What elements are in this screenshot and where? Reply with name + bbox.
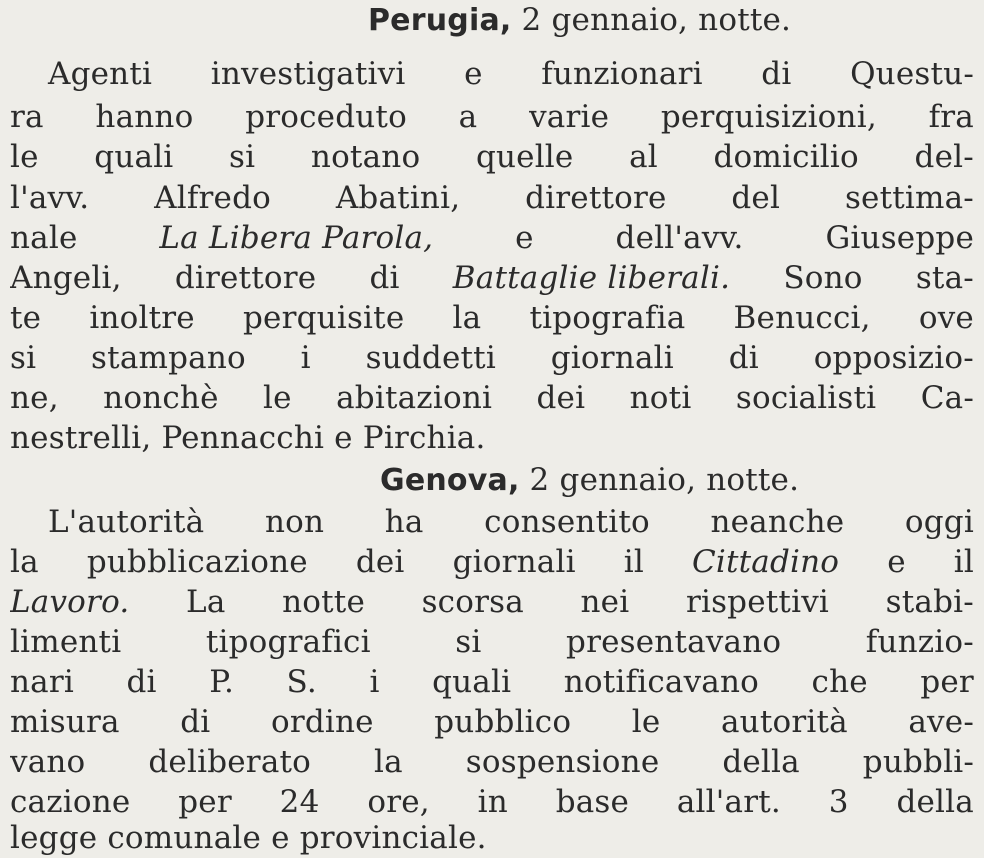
dateline-city: Perugia, xyxy=(368,3,512,38)
text-line xyxy=(10,702,974,742)
word: di xyxy=(761,56,792,92)
text-line xyxy=(10,97,974,137)
word: P. xyxy=(209,664,235,700)
text-line xyxy=(10,178,974,218)
word: autorità xyxy=(720,704,848,740)
text-line xyxy=(10,54,974,94)
word: di xyxy=(728,340,759,376)
word: abitazioni xyxy=(336,380,493,416)
word: hanno xyxy=(95,99,194,135)
text-line xyxy=(10,298,974,338)
word: pubblicazione xyxy=(86,544,308,580)
word: noti xyxy=(629,380,692,416)
word: si xyxy=(455,624,482,660)
word: stampano xyxy=(91,340,246,376)
word: ore, xyxy=(367,784,430,820)
word: nari xyxy=(10,664,74,700)
word: inoltre xyxy=(89,300,195,336)
word: oggi xyxy=(904,504,974,540)
word: la xyxy=(10,544,39,580)
word: e xyxy=(887,544,906,580)
word: perquisite xyxy=(243,300,405,336)
word: dei xyxy=(355,544,405,580)
word: non xyxy=(264,504,325,540)
word: nestrelli, Pennacchi e Pirchia. xyxy=(10,420,486,456)
word: ordine xyxy=(270,704,374,740)
word: ra xyxy=(10,99,44,135)
word: notte xyxy=(282,584,365,620)
word: funzio- xyxy=(865,624,974,660)
word: dell'avv. xyxy=(615,220,744,256)
word: Ca- xyxy=(920,380,974,416)
word: Sono xyxy=(783,260,863,296)
word: varie xyxy=(529,99,610,135)
word: tipografia xyxy=(529,300,686,336)
word: in xyxy=(477,784,508,820)
word: le xyxy=(10,139,39,175)
newspaper-title: Cittadino xyxy=(691,544,840,580)
word: notano xyxy=(310,139,421,175)
word: Alfredo xyxy=(154,180,272,216)
text-line xyxy=(10,502,974,542)
word: investigativi xyxy=(210,56,406,92)
text-line xyxy=(10,137,974,177)
word: stabi- xyxy=(885,584,974,620)
word: l'avv. xyxy=(10,180,90,216)
text-line xyxy=(10,742,974,782)
dateline-date: 2 gennaio, notte. xyxy=(529,462,800,498)
word: ha xyxy=(384,504,424,540)
dateline-date: 2 gennaio, notte. xyxy=(521,2,792,38)
word: pubblico xyxy=(434,704,572,740)
text-line xyxy=(10,542,974,582)
word: direttore xyxy=(174,260,317,296)
word: suddetti xyxy=(365,340,496,376)
text-line xyxy=(10,258,974,298)
word: quali xyxy=(432,664,512,700)
text-line xyxy=(10,418,974,458)
word: quali xyxy=(94,139,174,175)
word: legge comunale e provinciale. xyxy=(10,820,487,856)
word: le xyxy=(263,380,292,416)
word: cazione xyxy=(10,784,131,820)
word: presentavano xyxy=(566,624,782,660)
newspaper-title: Lavoro. xyxy=(10,584,130,620)
word: Benucci, xyxy=(733,300,871,336)
word: Abatini, xyxy=(335,180,461,216)
word: scorsa xyxy=(421,584,524,620)
dateline-city: Genova, xyxy=(380,463,520,498)
word: di xyxy=(126,664,157,700)
text-line xyxy=(10,622,974,662)
word: tipografici xyxy=(205,624,371,660)
word: domicilio xyxy=(713,139,859,175)
word: si xyxy=(10,340,37,376)
newspaper-title: Battaglie liberali. xyxy=(452,260,731,296)
word: al xyxy=(629,139,658,175)
text-line xyxy=(10,338,974,378)
text-line xyxy=(10,782,974,822)
word: il xyxy=(623,544,644,580)
word: proceduto xyxy=(245,99,407,135)
word: settima- xyxy=(844,180,974,216)
word: perquisizioni, xyxy=(660,99,877,135)
word: nonchè xyxy=(103,380,219,416)
word: limenti xyxy=(10,624,122,660)
dateline-genova xyxy=(380,460,960,500)
word: nale xyxy=(10,220,78,256)
word: pubbli- xyxy=(862,744,974,780)
word: per xyxy=(178,784,232,820)
word: i xyxy=(369,664,380,700)
word: e xyxy=(515,220,534,256)
word: sta- xyxy=(915,260,974,296)
word: Questu- xyxy=(850,56,974,92)
word: 24 xyxy=(279,784,320,820)
word: la xyxy=(452,300,482,336)
word: La xyxy=(186,584,226,620)
word: misura xyxy=(10,704,120,740)
word: vano xyxy=(10,744,86,780)
word: per xyxy=(920,664,974,700)
word: notificavano xyxy=(563,664,759,700)
word: sospensione xyxy=(465,744,660,780)
word: Agenti xyxy=(48,56,153,92)
word: quelle xyxy=(475,139,574,175)
word: di xyxy=(180,704,211,740)
word: Angeli, xyxy=(10,260,122,296)
word: socialisti xyxy=(735,380,877,416)
word: deliberato xyxy=(148,744,312,780)
word: giornali xyxy=(550,340,674,376)
word: i xyxy=(300,340,311,376)
text-line xyxy=(10,662,974,702)
word: 3 xyxy=(828,784,849,820)
word: rispettivi xyxy=(685,584,830,620)
word: la xyxy=(373,744,403,780)
word: nei xyxy=(580,584,630,620)
word: le xyxy=(631,704,661,740)
word: L'autorità xyxy=(48,504,205,540)
word: della xyxy=(896,784,974,820)
word: ne, xyxy=(10,380,59,416)
text-line xyxy=(10,378,974,418)
word: base xyxy=(555,784,630,820)
word: fra xyxy=(928,99,974,135)
word: del- xyxy=(914,139,974,175)
word: funzionari xyxy=(541,56,703,92)
word: si xyxy=(229,139,256,175)
word: neanche xyxy=(710,504,845,540)
word: opposizio- xyxy=(813,340,974,376)
word: dei xyxy=(536,380,586,416)
dateline-perugia xyxy=(368,0,948,40)
word: del xyxy=(731,180,781,216)
newspaper-title: La Libera Parola, xyxy=(159,220,434,256)
word: ave- xyxy=(908,704,974,740)
word: consentito xyxy=(484,504,650,540)
word: Giuseppe xyxy=(825,220,974,256)
word: ove xyxy=(918,300,974,336)
word: che xyxy=(811,664,868,700)
text-line xyxy=(10,218,974,258)
word: S. xyxy=(286,664,317,700)
text-line xyxy=(10,582,974,622)
word: direttore xyxy=(525,180,667,216)
word: all'art. xyxy=(676,784,781,820)
word: e xyxy=(464,56,483,92)
word: a xyxy=(458,99,478,135)
word: te xyxy=(10,300,42,336)
text-line xyxy=(10,818,974,858)
word: di xyxy=(369,260,400,296)
word: il xyxy=(953,544,974,580)
word: della xyxy=(722,744,800,780)
word: giornali xyxy=(452,544,576,580)
